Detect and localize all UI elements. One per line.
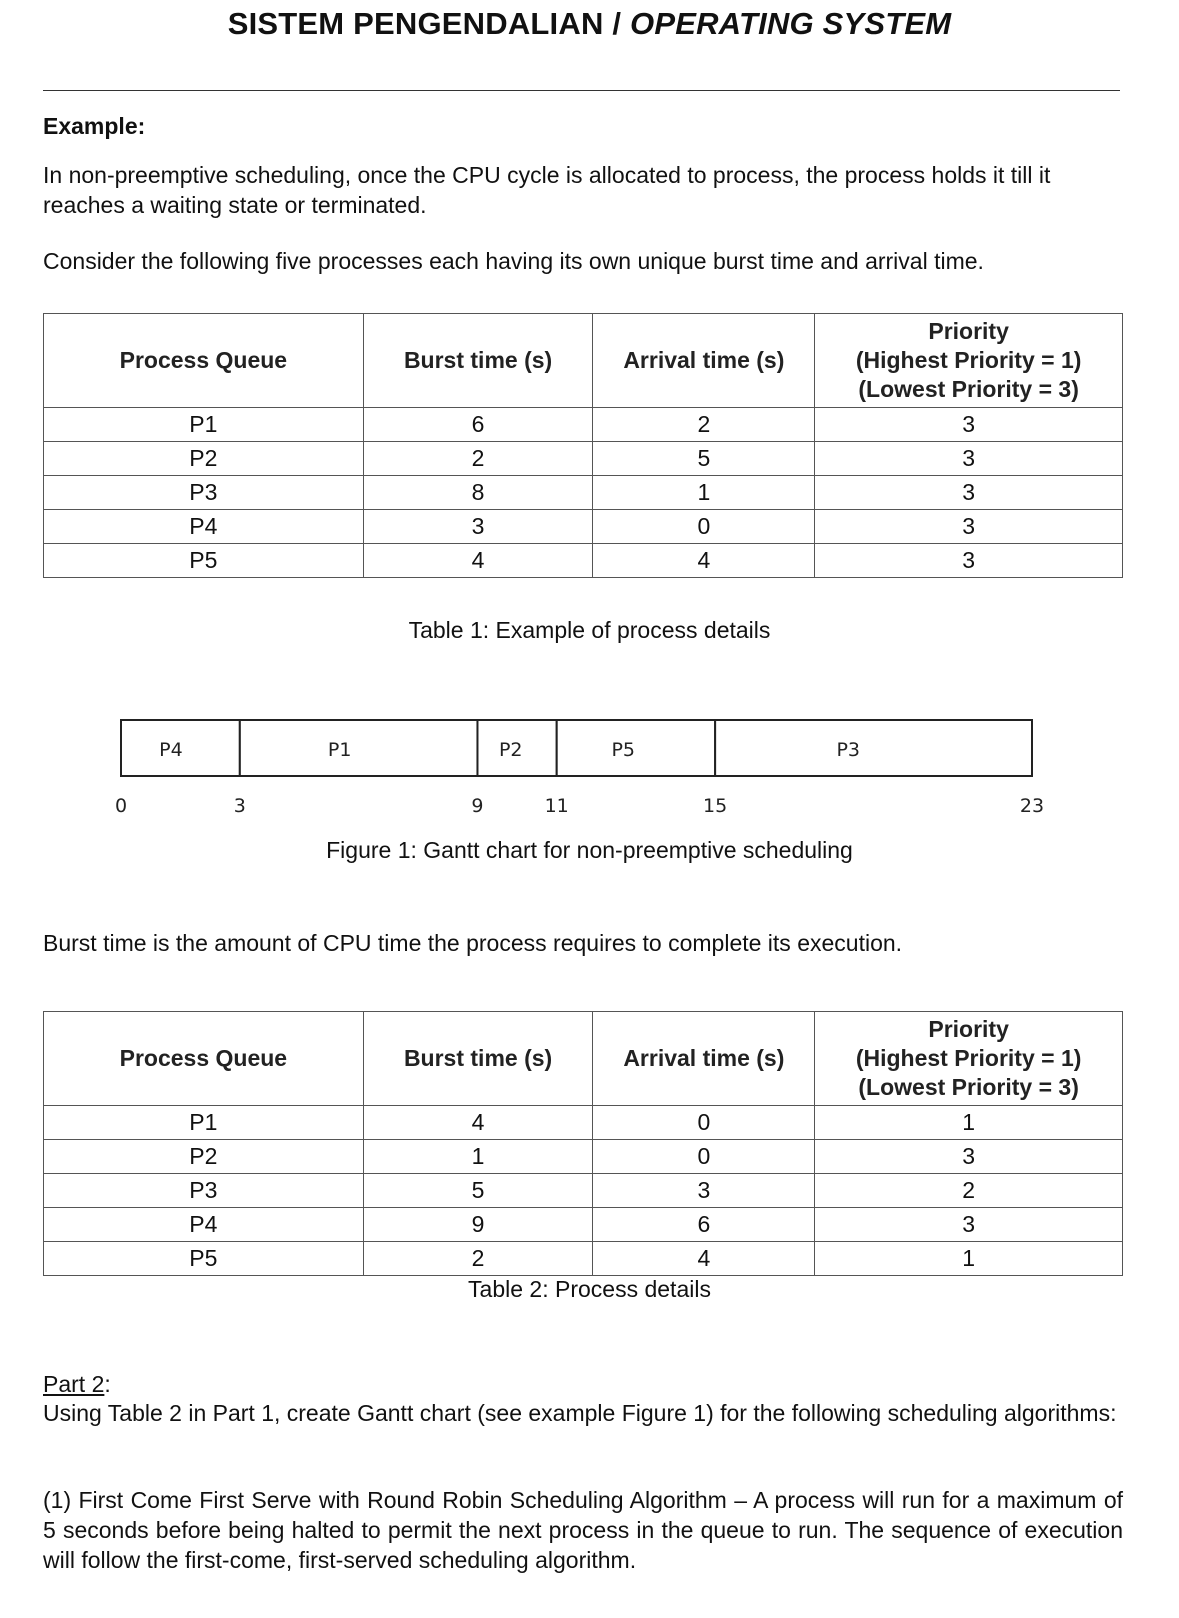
part-2-heading-colon: : bbox=[104, 1371, 111, 1397]
cell-priority: 2 bbox=[815, 1174, 1123, 1208]
header-priority bbox=[815, 1012, 1123, 1106]
cell-process: P5 bbox=[44, 1242, 364, 1276]
priority-line-2: (Highest Priority = 1) bbox=[855, 1045, 1082, 1071]
table-row bbox=[44, 1242, 1123, 1276]
gantt-tick-0: 0 bbox=[114, 795, 128, 817]
priority-line-3: (Lowest Priority = 3) bbox=[858, 376, 1079, 402]
table-row bbox=[44, 1208, 1123, 1242]
gantt-label-p3: P3 bbox=[836, 739, 860, 761]
part-2-item-1: (1) First Come First Serve with Round Robin Scheduling Algorithm – A process will run for a maximum of 5 seconds before being halted to permit the next process in the queue to run. The sequence of execution will follow the first-come, first-served scheduling algorithm. bbox=[43, 1487, 1123, 1573]
priority-line-1: Priority bbox=[928, 1016, 1009, 1042]
header-burst-time: Burst time (s) bbox=[363, 314, 593, 408]
header-process-queue: Process Queue bbox=[44, 314, 364, 408]
priority-line-1: Priority bbox=[928, 318, 1009, 344]
priority-line-2: (Highest Priority = 1) bbox=[855, 347, 1082, 373]
cell-process: P2 bbox=[44, 442, 364, 476]
cell-process: P4 bbox=[44, 1208, 364, 1242]
table-row bbox=[44, 1174, 1123, 1208]
table-2 bbox=[43, 1011, 1123, 1276]
table-2-header bbox=[44, 1012, 1123, 1106]
table-2-caption: Table 2: Process details bbox=[468, 1276, 711, 1302]
gantt-label-p5: P5 bbox=[611, 739, 636, 761]
part-2-heading-text: Part 2 bbox=[43, 1371, 105, 1397]
cell-arrival: 0 bbox=[593, 510, 815, 544]
gantt-tick-3: 3 bbox=[233, 795, 246, 817]
cell-burst: 6 bbox=[363, 408, 593, 442]
example-paragraph-2: Consider the following five processes each having its own unique burst time and arrival time. bbox=[43, 248, 984, 274]
gantt-segment-p5 bbox=[557, 720, 715, 776]
part-2-heading bbox=[43, 1369, 1123, 1399]
cell-arrival: 1 bbox=[593, 476, 815, 510]
cell-process: P1 bbox=[44, 1106, 364, 1140]
cell-arrival: 5 bbox=[593, 442, 815, 476]
cell-process: P5 bbox=[44, 544, 364, 578]
cell-process: P1 bbox=[44, 408, 364, 442]
gantt-tick-11: 11 bbox=[544, 795, 569, 817]
cell-process: P3 bbox=[44, 1174, 364, 1208]
cell-burst: 2 bbox=[363, 1242, 593, 1276]
cell-arrival: 4 bbox=[593, 1242, 815, 1276]
cell-priority: 3 bbox=[815, 1140, 1123, 1174]
cell-priority: 3 bbox=[815, 408, 1123, 442]
header-arrival-time: Arrival time (s) bbox=[593, 1012, 815, 1106]
gantt-segment-p3 bbox=[715, 720, 1032, 776]
cell-arrival: 0 bbox=[593, 1106, 815, 1140]
title-plain: SISTEM PENGENDALIAN / bbox=[227, 6, 630, 41]
cell-priority: 3 bbox=[815, 476, 1123, 510]
gantt-label-p2: P2 bbox=[498, 739, 523, 761]
cell-priority: 3 bbox=[815, 510, 1123, 544]
cell-arrival: 0 bbox=[593, 1140, 815, 1174]
cell-priority: 1 bbox=[815, 1106, 1123, 1140]
cell-priority: 3 bbox=[815, 1208, 1123, 1242]
cell-burst: 3 bbox=[363, 510, 593, 544]
cell-burst: 8 bbox=[363, 476, 593, 510]
cell-arrival: 2 bbox=[593, 408, 815, 442]
header-arrival-time: Arrival time (s) bbox=[593, 314, 815, 408]
header-burst-time: Burst time (s) bbox=[363, 1012, 593, 1106]
cell-priority: 3 bbox=[815, 442, 1123, 476]
cell-burst: 2 bbox=[363, 442, 593, 476]
table-row bbox=[44, 1106, 1123, 1140]
title-italic: OPERATING SYSTEM bbox=[630, 6, 952, 41]
gantt-label-p1: P1 bbox=[327, 739, 352, 761]
gantt-label-p4: P4 bbox=[159, 739, 183, 761]
gantt-segment-p1 bbox=[240, 720, 478, 776]
header-process-queue: Process Queue bbox=[44, 1012, 364, 1106]
cell-burst: 9 bbox=[363, 1208, 593, 1242]
table-row bbox=[44, 1140, 1123, 1174]
gantt-tick-15: 15 bbox=[703, 795, 728, 817]
figure-1-caption: Figure 1: Gantt chart for non-preemptive scheduling bbox=[326, 837, 853, 863]
example-heading: Example: bbox=[43, 113, 146, 139]
cell-process: P3 bbox=[44, 476, 364, 510]
table-1-caption: Table 1: Example of process details bbox=[408, 617, 771, 643]
cell-arrival: 3 bbox=[593, 1174, 815, 1208]
cell-burst: 4 bbox=[363, 1106, 593, 1140]
cell-process: P4 bbox=[44, 510, 364, 544]
priority-line-3: (Lowest Priority = 3) bbox=[858, 1074, 1079, 1100]
cell-process: P2 bbox=[44, 1140, 364, 1174]
cell-priority: 3 bbox=[815, 544, 1123, 578]
cell-arrival: 6 bbox=[593, 1208, 815, 1242]
gantt-tick-23: 23 bbox=[1019, 795, 1045, 817]
burst-definition: Burst time is the amount of CPU time the process requires to complete its execution. bbox=[43, 930, 903, 956]
cell-arrival: 4 bbox=[593, 544, 815, 578]
cell-priority: 1 bbox=[815, 1242, 1123, 1276]
example-paragraph-1: In non-preemptive scheduling, once the CPU cycle is allocated to process, the process holds it till it reaches a waiting state or terminated. bbox=[43, 162, 1051, 218]
cell-burst: 1 bbox=[363, 1140, 593, 1174]
cell-burst: 4 bbox=[363, 544, 593, 578]
gantt-tick-9: 9 bbox=[471, 795, 484, 817]
cell-burst: 5 bbox=[363, 1174, 593, 1208]
part-2-instruction: Using Table 2 in Part 1, create Gantt chart (see example Figure 1) for the following scheduling algorithms: bbox=[43, 1400, 1117, 1426]
